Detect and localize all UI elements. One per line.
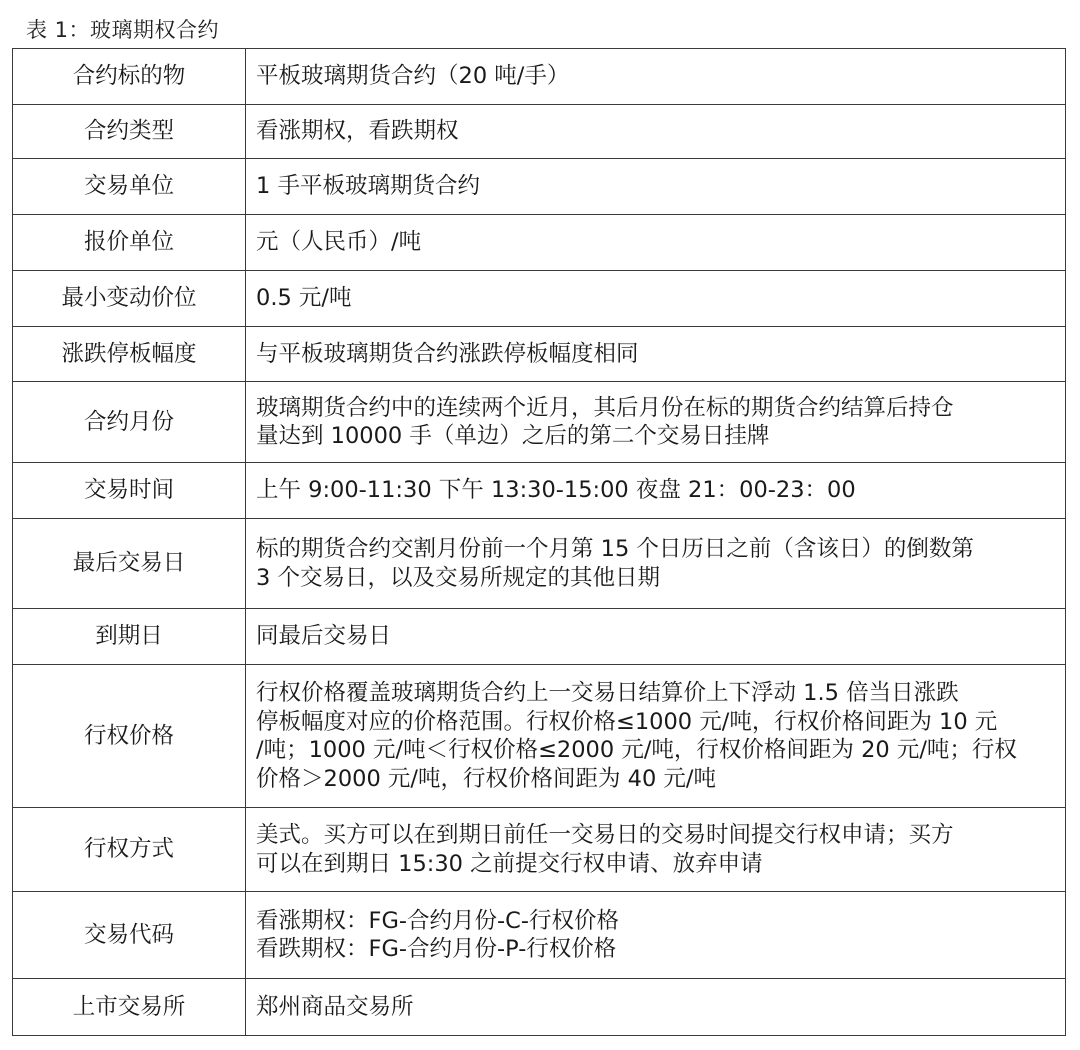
row-value xyxy=(246,215,1066,271)
table-row xyxy=(13,215,1066,271)
row-key: 合约类型 xyxy=(13,105,246,159)
table-row xyxy=(13,105,1066,159)
row-value xyxy=(246,892,1066,979)
row-value xyxy=(246,271,1066,327)
row-value xyxy=(246,105,1066,159)
table-row xyxy=(13,463,1066,519)
table-row xyxy=(13,665,1066,808)
table-row xyxy=(13,979,1066,1036)
value-line: 看涨期权，看跌期权 xyxy=(256,118,459,145)
row-value xyxy=(246,665,1066,808)
value-line: 平板玻璃期货合约（20 吨/手） xyxy=(256,63,570,90)
value-line: 郑州商品交易所 xyxy=(256,993,414,1020)
table-row xyxy=(13,519,1066,609)
value-line: 量达到 10000 手（单边）之后的第二个交易日挂牌 xyxy=(256,423,770,449)
value-line: 同最后交易日 xyxy=(256,623,392,650)
value-line: 美式。买方可以在到期日前任一交易日的交易时间提交行权申请；买方 xyxy=(256,822,954,848)
value-line: 看涨期权：FG-合约月份-C-行权价格 xyxy=(256,907,619,934)
value-line: 0.5 元/吨 xyxy=(256,285,352,312)
value-line: 3 个交易日，以及交易所规定的其他日期 xyxy=(256,564,660,591)
row-value xyxy=(246,463,1066,519)
value-line: 看跌期权：FG-合约月份-P-行权价格 xyxy=(256,936,617,962)
row-key: 涨跌停板幅度 xyxy=(13,327,246,382)
table-row xyxy=(13,808,1066,892)
value-line: 行权价格覆盖玻璃期货合约上一交易日结算价上下浮动 1.5 倍当日涨跌 xyxy=(256,680,959,706)
table-row xyxy=(13,159,1066,215)
row-key: 交易单位 xyxy=(13,159,246,215)
row-key: 合约月份 xyxy=(13,382,246,463)
table-caption: 表 1：玻璃期权合约 xyxy=(26,18,220,42)
table-row xyxy=(13,382,1066,463)
value-line: 停板幅度对应的价格范围。行权价格≤1000 元/吨，行权价格间距为 10 元 xyxy=(256,708,998,735)
value-line: 标的期货合约交割月份前一个月第 15 个日历日之前（含该日）的倒数第 xyxy=(256,536,974,562)
row-key: 到期日 xyxy=(13,609,246,665)
row-key: 最小变动价位 xyxy=(13,271,246,327)
value-line: 上午 9:00-11:30 下午 13:30-15:00 夜盘 21：00-23：00 xyxy=(256,477,856,504)
value-line: /吨；1000 元/吨＜行权价格≤2000 元/吨，行权价格间距为 20 元/吨；行权 xyxy=(256,737,1017,763)
row-value xyxy=(246,609,1066,665)
row-value xyxy=(246,979,1066,1036)
value-line: 玻璃期货合约中的连续两个近月，其后月份在标的期货合约结算后持仓 xyxy=(256,394,954,421)
value-line: 1 手平板玻璃期货合约 xyxy=(256,173,480,200)
row-value xyxy=(246,327,1066,382)
table-row xyxy=(13,892,1066,979)
glass-options-contract-table xyxy=(12,48,1066,1036)
value-line: 价格＞2000 元/吨，行权价格间距为 40 元/吨 xyxy=(256,765,717,792)
row-value xyxy=(246,49,1066,105)
table-row xyxy=(13,609,1066,665)
row-key: 交易代码 xyxy=(13,892,246,979)
value-line: 元（人民币）/吨 xyxy=(256,229,422,256)
row-value xyxy=(246,382,1066,463)
row-value xyxy=(246,519,1066,609)
row-key: 最后交易日 xyxy=(13,519,246,609)
row-key: 报价单位 xyxy=(13,215,246,271)
row-key: 交易时间 xyxy=(13,463,246,519)
value-line: 可以在到期日 15:30 之前提交行权申请、放弃申请 xyxy=(256,850,763,877)
row-key: 行权价格 xyxy=(13,665,246,808)
row-key: 行权方式 xyxy=(13,808,246,892)
table-row xyxy=(13,327,1066,382)
value-line: 与平板玻璃期货合约涨跌停板幅度相同 xyxy=(256,340,639,367)
row-value xyxy=(246,808,1066,892)
table-row xyxy=(13,49,1066,105)
table-row xyxy=(13,271,1066,327)
row-value xyxy=(246,159,1066,215)
row-key: 上市交易所 xyxy=(13,979,246,1036)
row-key: 合约标的物 xyxy=(13,49,246,105)
